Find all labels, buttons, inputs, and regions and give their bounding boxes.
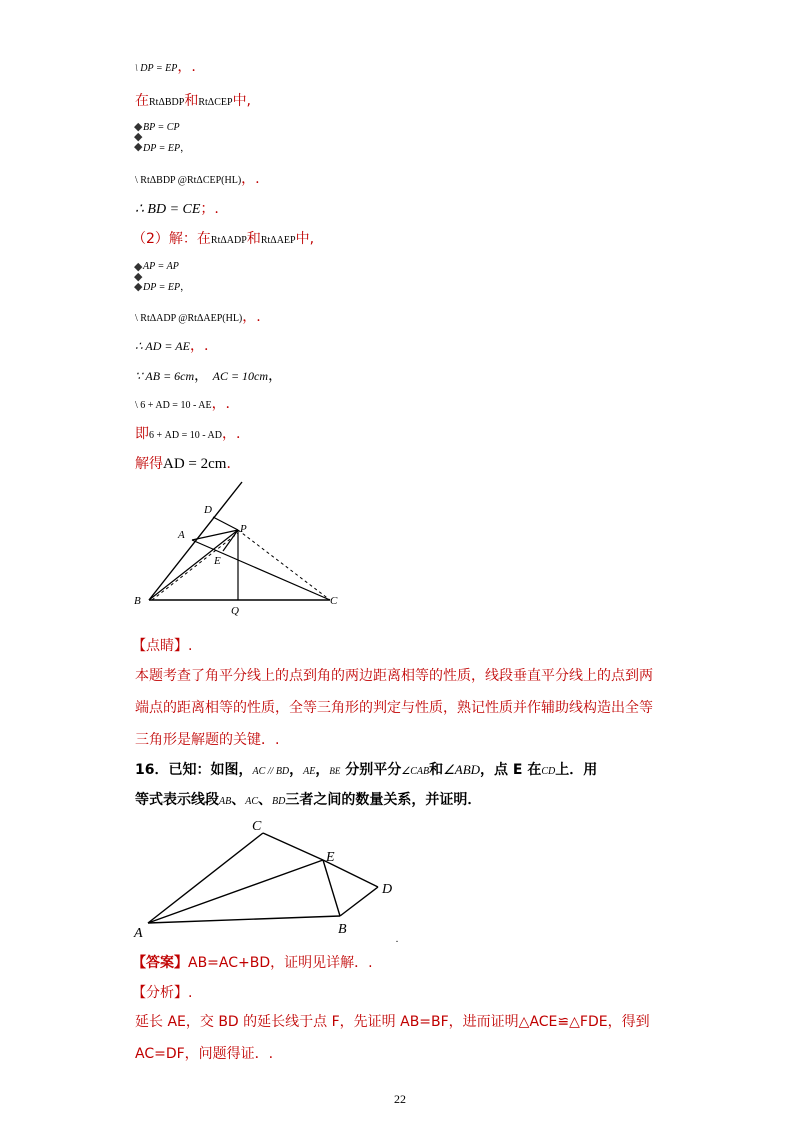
punct: ， — [268, 368, 283, 384]
dashed-pc — [238, 530, 330, 600]
proof-line-bd-ce — [135, 200, 219, 219]
text-zhong: 中, — [232, 93, 252, 109]
page-number: 22 — [394, 1092, 406, 1106]
fig2-label-b: B — [338, 922, 347, 937]
fig1-label-p: P — [240, 523, 247, 535]
segment-ce — [263, 833, 323, 860]
q16-text: ，点 E 在 — [480, 762, 542, 778]
fig1-label-b: B — [134, 595, 141, 607]
punct: ，. — [189, 338, 209, 354]
punct: 、 — [231, 792, 246, 808]
result-ad: AD = 2cm — [163, 456, 227, 472]
analysis-heading: 【分析】. — [132, 985, 193, 1001]
math-text: \ 6 + AD = 10 - AE — [135, 400, 212, 411]
punct: ；. — [200, 201, 219, 217]
fig1-label-c: C — [330, 595, 338, 607]
part2-heading — [132, 230, 314, 250]
fig2-dot: . — [396, 934, 399, 945]
triangle-aep: RtΔAEP — [260, 235, 296, 246]
q16-line-1 — [135, 761, 597, 781]
text-zhong: 中, — [295, 231, 315, 247]
proof-line-dp-ep — [135, 58, 196, 78]
math-bd: BD — [272, 796, 286, 807]
math-text: \ RtΔADP @RtΔAEP(HL) — [135, 313, 243, 324]
q16-text: 三者之间的数量关系，并证明． — [285, 792, 482, 808]
proof-line-ad-ae — [135, 337, 208, 355]
proof-line-equation — [135, 395, 230, 415]
segment-ae — [148, 860, 323, 923]
math-text: ∴ AD = AE — [135, 339, 190, 353]
math-angle-abd: ∠ABD — [443, 762, 481, 777]
text-jiede: 解得 — [135, 456, 163, 472]
dashed-pb — [152, 533, 238, 600]
math-ac: AC = 10cm — [212, 369, 269, 383]
q16-line-2 — [135, 791, 481, 811]
proof-line-substitute — [135, 425, 240, 445]
segment-bd — [340, 887, 378, 916]
punct: ， — [315, 762, 330, 778]
math-be: BE — [329, 766, 341, 776]
segment-ac — [192, 540, 330, 600]
math-ac-parallel-bd: AC // BD — [252, 766, 290, 777]
math-text: DP = EP — [143, 143, 181, 154]
fig1-label-q: Q — [231, 605, 239, 617]
math-text: 6 + AD = 10 - AD — [149, 430, 222, 441]
system-eq-ap-ap: AP = AP — [143, 261, 179, 272]
punct: 、 — [258, 792, 272, 808]
q16-intro: 16．已知：如图， — [135, 762, 253, 778]
punct: ， — [180, 282, 191, 293]
fig1-label-e: E — [214, 555, 221, 567]
punct: ， — [180, 143, 191, 154]
system-eq-dp-ep — [143, 277, 190, 297]
text-ji: 即 — [135, 426, 149, 442]
proof-line-congruent-1 — [135, 170, 260, 190]
fig1-label-a: A — [178, 529, 185, 541]
part2-label: （2）解：在 — [132, 231, 211, 247]
proof-line-given-lengths — [135, 367, 282, 385]
fig2-label-c: C — [252, 819, 262, 834]
punct: ，. — [241, 171, 260, 187]
comment-heading: 【点睛】. — [132, 638, 193, 654]
text-he: 和 — [429, 762, 444, 778]
punct: ． — [226, 456, 241, 472]
punct: ， — [289, 762, 304, 778]
math-text: DP = EP — [143, 282, 181, 293]
figure-2-geometry — [130, 815, 420, 945]
text-he: 和 — [184, 93, 199, 109]
math-text: ∴ BD = CE — [135, 202, 201, 217]
q16-text: 等式表示线段 — [135, 792, 219, 808]
answer-text: AB=AC+BD，证明见详解．. — [188, 955, 373, 971]
q16-text: 分别平分 — [340, 762, 402, 778]
math-angle-cab: ∠CAB — [401, 766, 430, 777]
punct: ，. — [211, 396, 231, 412]
text-he: 和 — [246, 231, 261, 247]
text-zai: 在 — [135, 93, 149, 109]
punct: ，. — [221, 426, 241, 442]
answer-heading: 【答案】 — [132, 955, 188, 971]
proof-line-triangles-bdp-cep — [135, 92, 251, 112]
fig1-label-d: D — [204, 504, 212, 516]
fig2-label-a: A — [134, 926, 143, 941]
segment-eb — [323, 860, 340, 916]
math-text: \ DP = EP — [135, 63, 178, 74]
math-ab: ∵ AB = 6cm — [135, 369, 195, 383]
system-eq-dp-ep — [143, 138, 190, 158]
segment-dp — [213, 517, 238, 530]
figure-1-geometry — [130, 478, 360, 618]
math-text: \ RtΔBDP @RtΔCEP(HL) — [135, 175, 242, 186]
triangle-cep: RtΔCEP — [198, 97, 233, 108]
fig2-label-e: E — [326, 850, 335, 865]
punct: ，. — [177, 59, 196, 75]
q16-text: 上．用 — [555, 762, 598, 778]
punct: ， — [194, 368, 209, 384]
math-ac: AC — [245, 796, 258, 807]
answer-line — [132, 954, 373, 972]
brace-glyph: ◆ ◆ ◆ — [134, 120, 143, 153]
brace-glyph: ◆ ◆ ◆ — [134, 260, 143, 293]
comment-text: 本题考查了角平分线上的点到角的两边距离相等的性质，线段垂直平分线上的点到两端点的距离相等的性质，全等三角形的判定与性质，熟记性质并作辅助线构造出全等三角形是解题的关键．. — [135, 668, 653, 748]
fig2-label-d: D — [382, 882, 393, 897]
math-ae: AE — [303, 766, 316, 777]
segment-ab — [148, 916, 340, 923]
proof-line-result — [135, 455, 240, 473]
analysis-text: 延长 AE，交 BD 的延长线于点 F，先证明 AB=BF，进而证明△ACE≌△FDE，得到 AC=DF，问题得证．. — [135, 1014, 650, 1062]
proof-line-congruent-2 — [135, 308, 261, 328]
math-cd: CD — [541, 766, 556, 777]
math-ab: AB — [219, 796, 232, 807]
triangle-adp: RtΔADP — [210, 235, 247, 246]
system-eq-bp-cp: BP = CP — [143, 122, 180, 133]
triangle-bdp: RtΔBDP — [149, 97, 185, 108]
punct: ，. — [242, 309, 261, 325]
segment-ac — [148, 833, 263, 923]
